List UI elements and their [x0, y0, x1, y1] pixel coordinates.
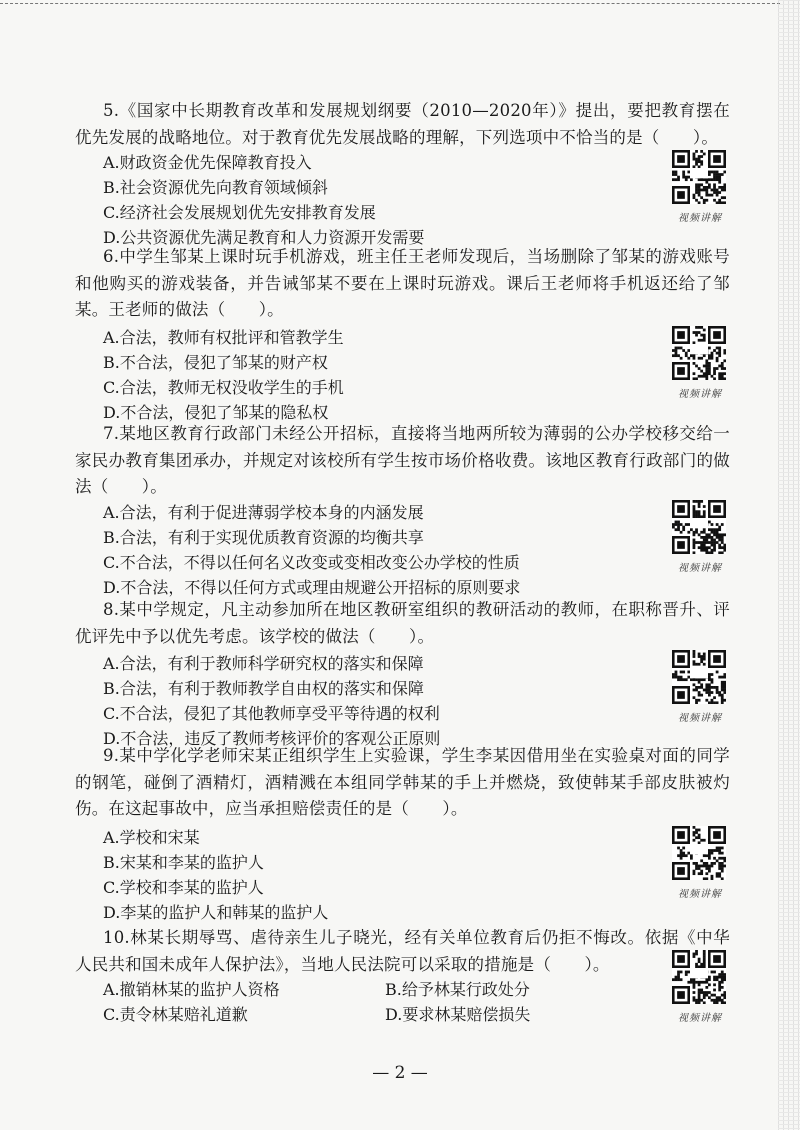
option-d[interactable]: D.不合法，侵犯了邹某的隐私权: [103, 403, 329, 422]
question-8: [75, 597, 730, 747]
question-stem: 10.林某长期辱骂、虐待亲生儿子晓光，经有关单位教育后仍拒不悔改。依据《中华人民共和国未成年人保护法》，当地人民法院可以采取的措施是（ ）。: [75, 928, 730, 974]
option-c[interactable]: C.不合法，侵犯了其他教师享受平等待遇的权利: [103, 704, 440, 723]
option-d[interactable]: D.要求林某赔偿损失: [385, 1005, 531, 1024]
option-d[interactable]: D.李某的监护人和韩某的监护人: [103, 903, 329, 922]
page-number: — 2 —: [372, 1063, 428, 1083]
option-c[interactable]: C.经济社会发展规划优先安排教育发展: [103, 203, 376, 222]
question-stem: 5.《国家中长期教育改革和发展规划纲要（2010—2020年）》提出，要把教育摆在优先发展的战略地位。对于教育优先发展战略的理解，下列选项中不恰当的是（ ）。: [75, 101, 730, 147]
qr-code-icon[interactable]: [672, 150, 726, 204]
option-a[interactable]: A.财政资金优先保障教育投入: [103, 153, 312, 172]
qr-code-icon[interactable]: [672, 326, 726, 380]
question-stem: 7.某地区教育行政部门未经公开招标，直接将当地两所较为薄弱的公办学校移交给一家民办教育集团承办，并规定对该校所有学生按市场价格收费。该地区教育行政部门的做法（ ）。: [75, 424, 730, 496]
video-explanation-label[interactable]: 视频讲解: [678, 889, 722, 900]
option-b[interactable]: B.宋某和李某的监护人: [103, 853, 264, 872]
option-b[interactable]: B.社会资源优先向教育领域倾斜: [103, 178, 328, 197]
video-explanation-label[interactable]: 视频讲解: [678, 563, 722, 574]
option-b[interactable]: B.合法，有利于实现优质教育资源的均衡共享: [103, 528, 424, 547]
option-b[interactable]: B.合法，有利于教师教学自由权的落实和保障: [103, 679, 424, 698]
qr-code-icon[interactable]: [672, 950, 726, 1004]
option-a[interactable]: A.合法，有利于促进薄弱学校本身的内涵发展: [103, 503, 424, 522]
question-10: [75, 925, 730, 1025]
qr-code-icon[interactable]: [672, 650, 726, 704]
option-a[interactable]: A.学校和宋某: [103, 828, 200, 847]
qr-code-icon[interactable]: [672, 500, 726, 554]
option-c[interactable]: C.合法，教师无权没收学生的手机: [103, 378, 344, 397]
option-c[interactable]: C.不合法，不得以任何名义改变或变相改变公办学校的性质: [103, 553, 520, 572]
option-c[interactable]: C.学校和李某的监护人: [103, 878, 264, 897]
option-d[interactable]: D.不合法，违反了教师考核评价的客观公正原则: [103, 729, 441, 748]
video-explanation-label[interactable]: 视频讲解: [678, 713, 722, 724]
question-stem: 6.中学生邹某上课时玩手机游戏，班主任王老师发现后，当场删除了邹某的游戏账号和他购买的游戏装备，并告诫邹某不要在上课时玩游戏。课后王老师将手机返还给了邹某。王老师的做法（ ）。: [75, 247, 730, 319]
option-d[interactable]: D.公共资源优先满足教育和人力资源开发需要: [103, 228, 425, 247]
question-7: [75, 421, 730, 597]
option-a[interactable]: A.合法，有利于教师科学研究权的落实和保障: [103, 654, 424, 673]
question-5: [75, 98, 730, 248]
option-b[interactable]: B.给予林某行政处分: [385, 980, 530, 999]
question-6: [75, 244, 730, 420]
video-explanation-label[interactable]: 视频讲解: [678, 389, 722, 400]
option-a[interactable]: A.撤销林某的监护人资格: [103, 980, 280, 999]
video-explanation-label[interactable]: 视频讲解: [678, 1013, 722, 1024]
option-b[interactable]: B.不合法，侵犯了邹某的财产权: [103, 353, 328, 372]
question-9: [75, 743, 730, 923]
question-stem: 9.某中学化学老师宋某正组织学生上实验课，学生李某因借用坐在实验桌对面的同学的钢笔，碰倒了酒精灯，酒精溅在本组同学韩某的手上并燃烧，致使韩某手部皮肤被灼伤。在这起事故中，应当承担赔偿责任的是（ ）。: [75, 746, 730, 818]
option-a[interactable]: A.合法，教师有权批评和管教学生: [103, 328, 344, 347]
video-explanation-label[interactable]: 视频讲解: [678, 213, 722, 224]
option-d[interactable]: D.不合法，不得以任何方式或理由规避公开招标的原则要求: [103, 578, 521, 597]
qr-code-icon[interactable]: [672, 826, 726, 880]
question-stem: 8.某中学规定，凡主动参加所在地区教研室组织的教研活动的教师，在职称晋升、评优评先中予以优先考虑。该学校的做法（ ）。: [75, 600, 730, 646]
option-c[interactable]: C.责令林某赔礼道歉: [103, 1005, 248, 1024]
